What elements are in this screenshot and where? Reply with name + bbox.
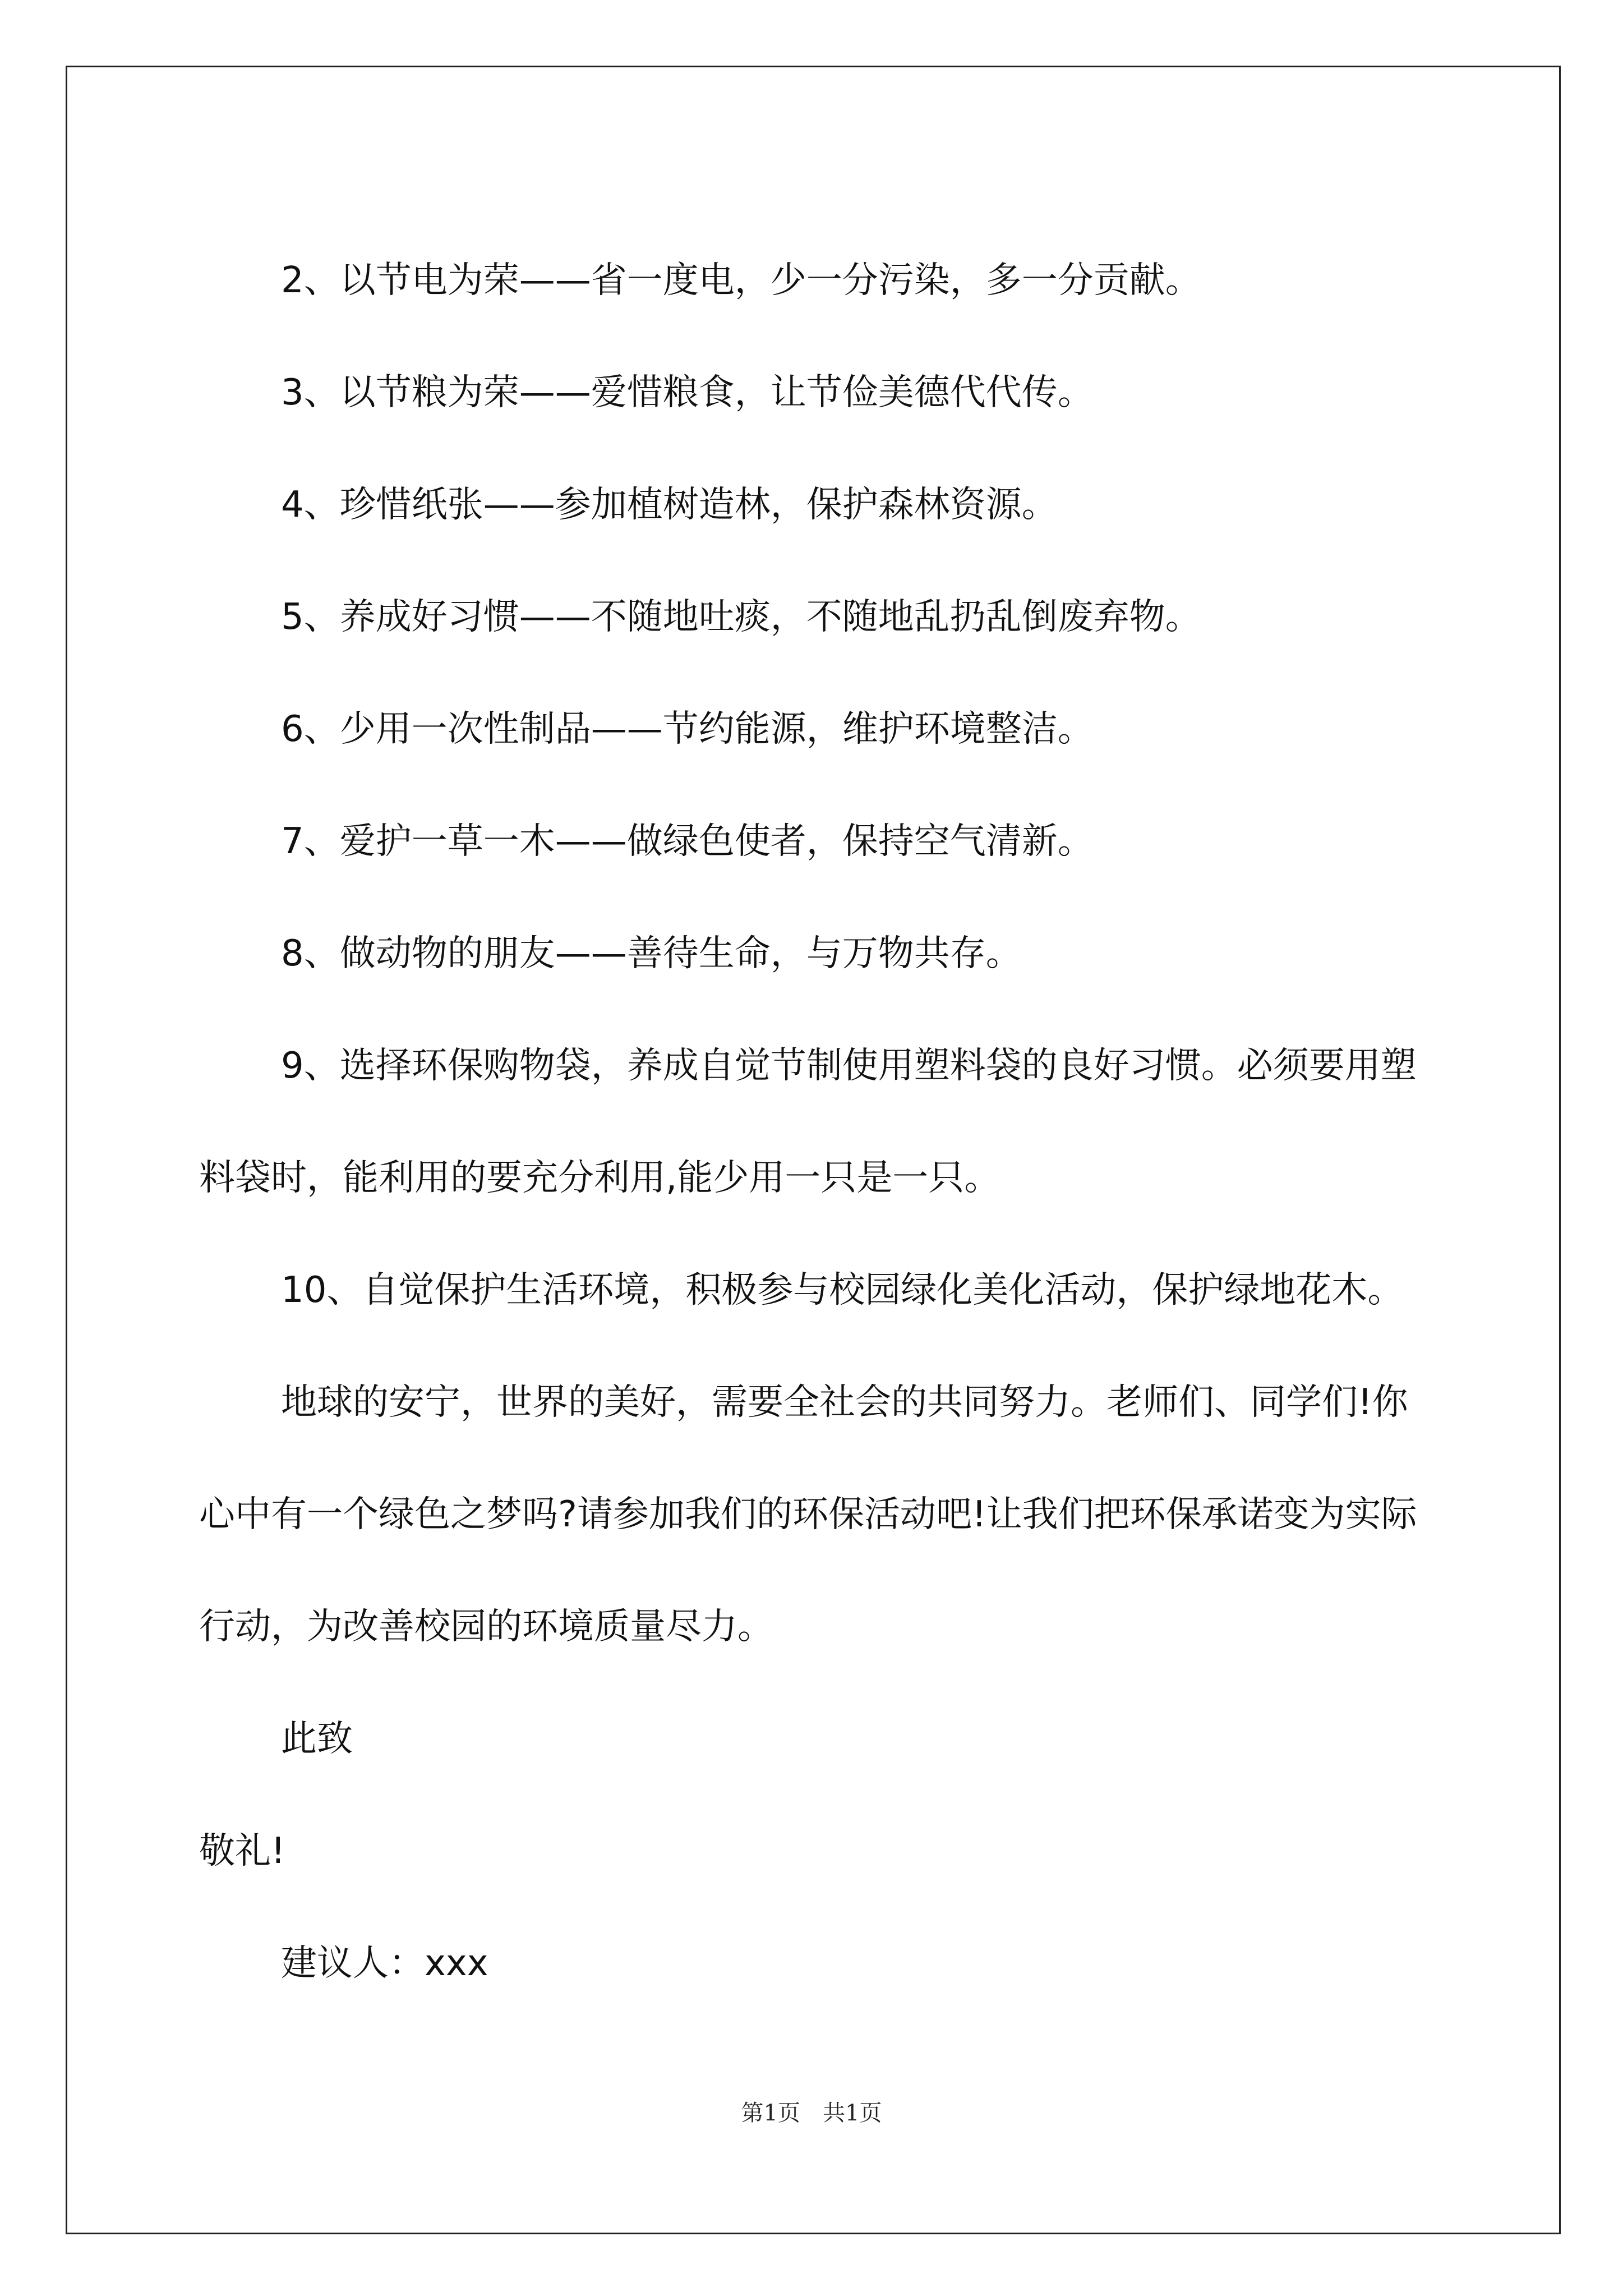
document-body bbox=[199, 224, 1433, 2019]
salutation: 敬礼! bbox=[199, 1830, 285, 1872]
paragraph-item-6: 6、少用一次性制品——节约能源，维护环境整洁。 bbox=[281, 708, 1094, 750]
closing-paragraph: 地球的安宁，世界的美好，需要全社会的共同努力。老师们、同学们!你心中有一个绿色之梦吗?请参加我们的环保活动吧!让我们把环保承诺变为实际行动，为改善校园的环境质量尽力。 bbox=[199, 1382, 1417, 1648]
signature: 建议人：xxx bbox=[281, 1943, 488, 1984]
paragraph-item-2: 2、以节电为荣——省一度电，少一分污染，多一分贡献。 bbox=[281, 260, 1201, 301]
paragraph-item-7: 7、爱护一草一木——做绿色使者，保持空气清新。 bbox=[281, 821, 1094, 862]
paragraph-item-8: 8、做动物的朋友——善待生命，与万物共存。 bbox=[281, 933, 1022, 974]
paragraph-item-9: 9、选择环保购物袋，养成自觉节制使用塑料袋的良好习惯。必须要用塑料袋时，能利用的要充分利用,能少用一只是一只。 bbox=[199, 1045, 1417, 1199]
paragraph-item-10: 10、自觉保护生活环境，积极参与校园绿化美化活动，保护绿地花木。 bbox=[281, 1269, 1404, 1311]
paragraph-item-3: 3、以节粮为荣——爱惜粮食，让节俭美德代代传。 bbox=[281, 372, 1094, 413]
closing-phrase: 此致 bbox=[281, 1718, 353, 1760]
paragraph-item-5: 5、养成好习惯——不随地吐痰，不随地乱扔乱倒废弃物。 bbox=[281, 596, 1201, 638]
page-number-footer: 第1页 共1页 bbox=[741, 2100, 882, 2126]
paragraph-item-4: 4、珍惜纸张——参加植树造林，保护森林资源。 bbox=[281, 484, 1058, 526]
